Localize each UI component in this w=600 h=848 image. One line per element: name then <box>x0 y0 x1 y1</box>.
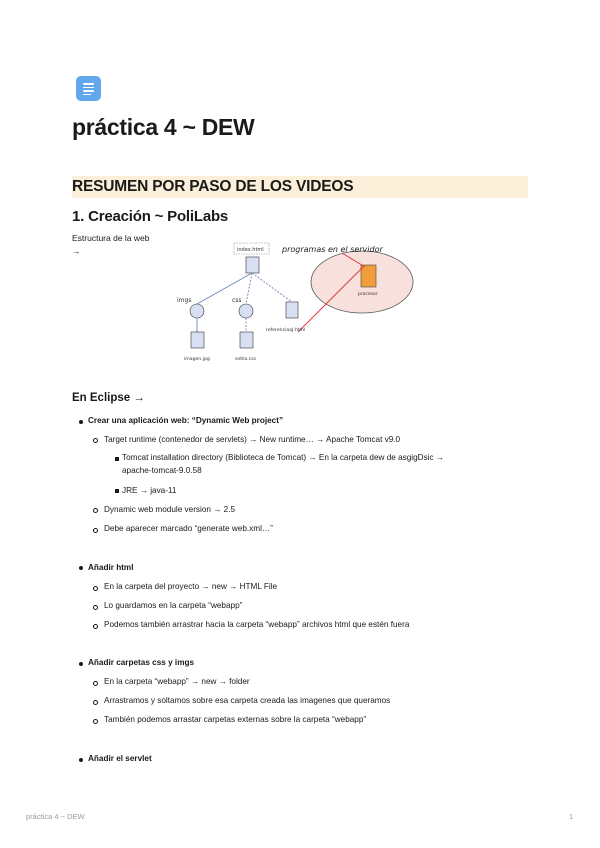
footer-title: práctica 4 ~ DEW <box>26 812 85 821</box>
list-item: Target runtime (contenedor de servlets) → New runtime… → Apache Tomcat v9.0 <box>104 435 401 444</box>
list-bullet <box>115 489 119 493</box>
list-item: En la carpeta “webapp” → new → folder <box>104 677 250 686</box>
list-item: Arrastramos y soltamos sobre esa carpeta creada las imagenes que queramos <box>104 696 391 705</box>
imgs-folder-label: imgs <box>177 297 192 304</box>
root-file <box>246 257 259 273</box>
list-item: Debe aparecer marcado “generate web.xml…” <box>104 524 273 533</box>
root-label: index.html <box>237 247 264 253</box>
list-item: Crear una aplicación web: “Dynamic Web project” <box>88 416 284 425</box>
server-note: programas en el servidor <box>282 245 383 254</box>
page-number: 1 <box>569 812 574 821</box>
processor-box <box>361 265 376 287</box>
processor-label: procesar <box>358 292 378 297</box>
image-file-label: imagen.jpg <box>184 357 210 362</box>
imgs-folder-node <box>190 304 204 318</box>
web-structure-diagram <box>164 232 416 370</box>
list-bullet <box>93 528 98 533</box>
list-bullet <box>93 624 98 629</box>
link-file <box>286 302 298 318</box>
css-folder-node <box>239 304 253 318</box>
list-item: Añadir html <box>88 563 134 572</box>
list-bullet <box>93 586 98 591</box>
eclipse-heading: En Eclipse → <box>72 392 145 404</box>
list-bullet <box>93 508 98 513</box>
image-file <box>191 332 204 348</box>
css-file <box>240 332 253 348</box>
list-item: Añadir el servlet <box>88 754 152 763</box>
list-item: Podemos también arrastrar hacia la carpeta “webapp” archivos html que estén fuera <box>104 620 410 629</box>
document-icon <box>76 76 101 101</box>
list-item: JRE → java-11 <box>122 486 177 495</box>
list-item: Añadir carpetas css y imgs <box>88 658 195 667</box>
section-heading: RESUMEN POR PASO DE LOS VIDEOS <box>72 176 528 198</box>
list-bullet <box>79 566 83 570</box>
structure-label: Estructura de la web → <box>72 233 150 256</box>
css-file-label: estilo.css <box>235 357 257 362</box>
list-bullet <box>79 662 83 666</box>
list-bullet <box>115 457 119 461</box>
css-folder-label: css <box>232 297 242 304</box>
link-file-label: referenciaaJ.html <box>266 328 306 333</box>
list-item: Dynamic web module version → 2.5 <box>104 505 236 514</box>
list-bullet <box>93 438 98 443</box>
list-bullet <box>93 681 98 686</box>
list-item: También podemos arrastar carpetas externas sobre la carpeta “webapp” <box>104 715 367 724</box>
list-bullet <box>79 420 83 424</box>
list-bullet <box>93 719 98 724</box>
page-title: práctica 4 ~ DEW <box>72 114 255 140</box>
list-bullet <box>93 700 98 705</box>
list-bullet <box>79 758 83 762</box>
subsection-heading: 1. Creación ~ PoliLabs <box>72 208 229 225</box>
list-item-continuation: apache-tomcat-9.0.58 <box>122 466 202 475</box>
list-item: Lo guardamos en la carpeta “webapp” <box>104 601 243 610</box>
list-item: En la carpeta del proyecto → new → HTML File <box>104 582 278 591</box>
list-item: Tomcat installation directory (Biblioteca de Tomcat) → En la carpeta dew de asgigDsic → <box>122 453 445 462</box>
list-bullet <box>93 605 98 610</box>
